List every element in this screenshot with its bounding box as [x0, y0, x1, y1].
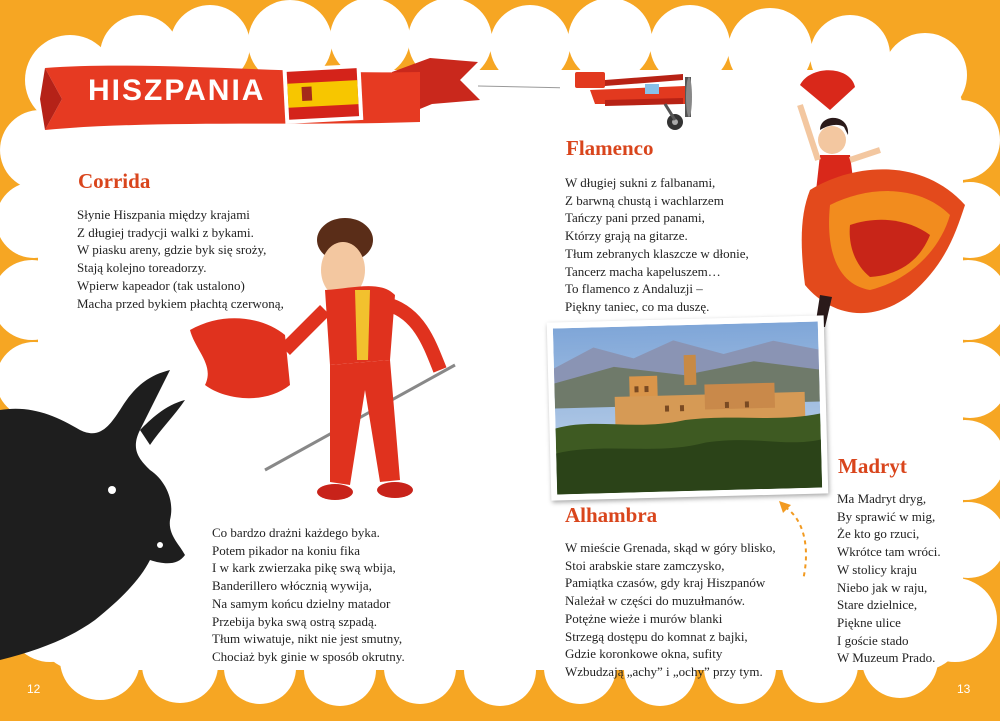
poem-line: Pamiątka czasów, gdy kraj Hiszpanów	[565, 575, 766, 591]
poem-line: By sprawić w mig,	[837, 508, 936, 524]
madryt-poem	[837, 490, 941, 667]
poem-line: Niebo jak w raju,	[837, 579, 928, 595]
poem-line: Co bardzo drażni każdego byka.	[212, 525, 380, 540]
poem-line: Piękny taniec, co ma duszę.	[565, 298, 710, 314]
flamenco-heading: Flamenco	[566, 136, 654, 160]
page-number-left: 12	[27, 682, 41, 696]
poem-line: Tłum wiwatuje, nikt nie jest smutny,	[212, 631, 403, 647]
poem-line: Macha przed bykiem płachtą czerwoną,	[77, 295, 284, 311]
poem-line: Potem pikador na koniu fika	[212, 542, 361, 558]
poem-line: Którzy grają na gitarze.	[565, 228, 688, 244]
poem-line: Wkrótce tam wróci.	[837, 544, 941, 560]
poem-line: Potężne wieże i murów blanki	[565, 610, 723, 626]
alhambra-poem	[565, 539, 776, 681]
poem-line: Tłum zebranych klaszcze w dłonie,	[565, 245, 749, 261]
poem-line: I w kark zwierzaka pikę swą wbija,	[212, 560, 396, 576]
corrida-poem-part-2	[212, 524, 405, 666]
poem-line: Słynie Hiszpania między krajami	[77, 207, 250, 222]
poem-line: Stare dzielnice,	[837, 597, 918, 613]
poem-line: Z długiej tradycji walki z bykami.	[77, 224, 254, 240]
alhambra-heading: Alhambra	[565, 503, 658, 527]
page-title: HISZPANIA	[88, 74, 266, 107]
poem-line: Strzegą dostępu do komnat z bajki,	[565, 628, 748, 644]
poem-line: Gdzie koronkowe okna, sufity	[565, 646, 723, 662]
poem-line: W piasku areny, gdzie byk się sroży,	[77, 242, 267, 258]
poem-line: Przebija byka swą ostrą szpadą.	[212, 613, 377, 629]
airplane-illustration	[565, 62, 710, 137]
page-number-right: 13	[957, 682, 971, 696]
corrida-poem-part-1	[77, 206, 284, 312]
poem-line: Tańczy pani przed panami,	[565, 210, 705, 226]
poem-line: W stolicy kraju	[837, 561, 917, 577]
poem-line: Ma Madryt dryg,	[837, 491, 927, 506]
poem-line: Stoi arabskie stare zamczysko,	[565, 557, 725, 573]
poem-line: W mieście Grenada, skąd w góry blisko,	[565, 540, 776, 555]
poem-line: To flamenco z Andaluzji –	[565, 281, 703, 297]
poem-line: Wzbudzają „achy” i „ochy” przy tym.	[565, 663, 763, 679]
spain-flag-icon	[282, 64, 363, 124]
poem-line: Banderillero włócznią wywija,	[212, 578, 372, 594]
flamenco-poem	[565, 174, 749, 316]
poem-line: Piękne ulice	[837, 614, 901, 630]
poem-line: I goście stado	[837, 632, 909, 648]
flamenco-dancer-illustration	[760, 65, 975, 335]
dashed-arrow	[775, 495, 815, 585]
poem-line: Że kto go rzuci,	[837, 526, 920, 542]
poem-line: W Muzeum Prado.	[837, 650, 936, 666]
bull-silhouette	[0, 370, 190, 660]
poem-line: Należał w części do muzułmanów.	[565, 593, 746, 609]
poem-line: Wpierw kapeador (tak ustalono)	[77, 277, 245, 293]
madryt-heading: Madryt	[838, 454, 907, 478]
poem-line: Tancerz macha kapeluszem…	[565, 263, 721, 279]
alhambra-photo	[547, 315, 829, 500]
poem-line: Na samym końcu dzielny matador	[212, 595, 391, 611]
title-banner	[0, 0, 560, 150]
poem-line: W długiej sukni z falbanami,	[565, 175, 716, 190]
poem-line: Z barwną chustą i wachlarzem	[565, 192, 724, 208]
poem-line: Stają kolejno toreadorzy.	[77, 260, 207, 276]
corrida-heading: Corrida	[78, 169, 151, 193]
poem-line: Chociaż byk ginie w sposób okrutny.	[212, 648, 405, 664]
